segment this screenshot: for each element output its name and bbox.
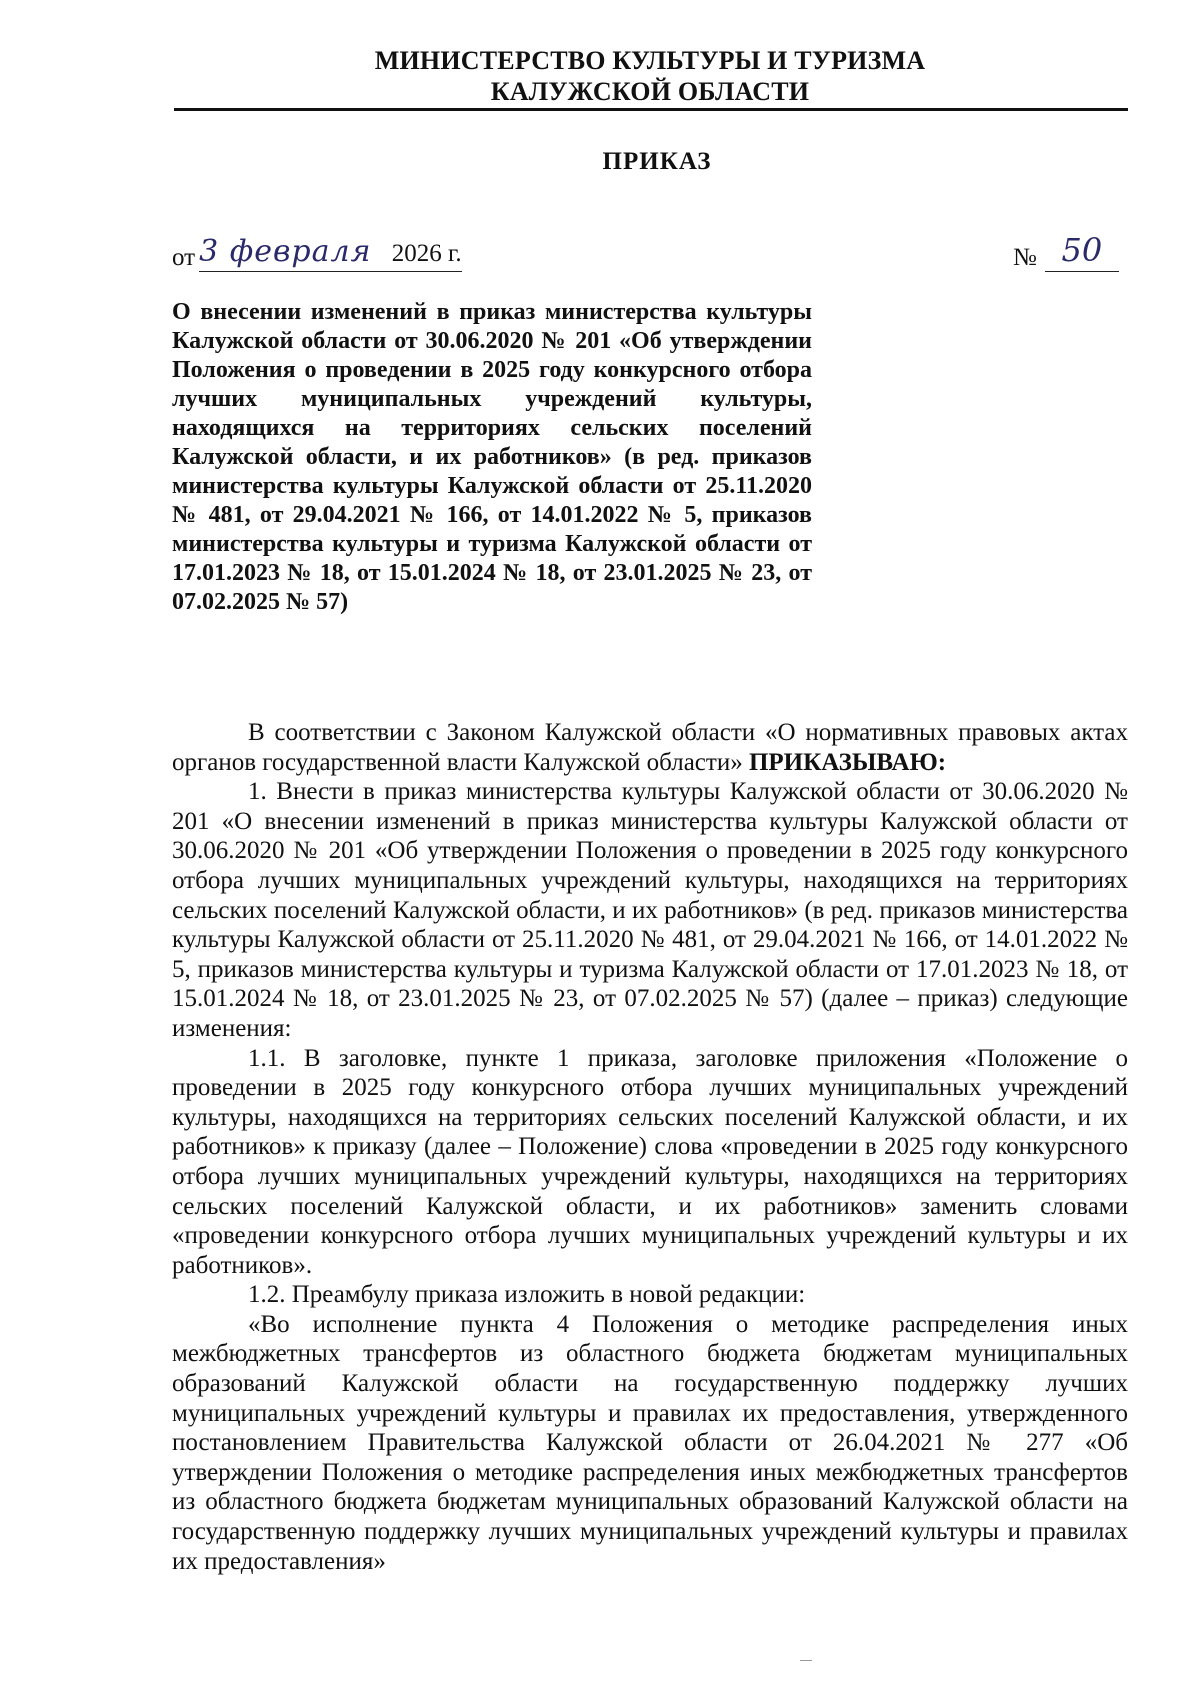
paragraph-1: 1. Внести в приказ министерства культуры Калужской области от 30.06.2020 № 201 «О внесении изменений в приказ министерства культуры Калужской области от 30.06.2020 № 201 «Об утверждении Положения о проведении в 2025 году конкурсного отбора лучших муниципальных учреждений культуры, находящихся на территориях сельских поселений Калужской области, и их работников» (в ред. приказов министерства культуры Калужской области от 25.11.2020 № 481, от 29.04.2021 № 166, от 14.01.2022 № 5, приказов министерства культуры и туризма Калужской области от 17.01.2023 № 18, от 15.01.2024 № 18, от 23.01.2025 № 23, от 07.02.2025 № 57) (далее – приказ) следующие изменения:: [172, 778, 1128, 1042]
order-date: [172, 236, 462, 272]
handwritten-number: 50: [1061, 231, 1103, 269]
ministry-name-line2: КАЛУЖСКОЙ ОБЛАСТИ: [490, 77, 810, 106]
scan-speck: [800, 1660, 812, 1661]
ministry-name-line1: МИНИСТЕРСТВО КУЛЬТУРЫ И ТУРИЗМА: [374, 46, 926, 75]
paragraph-1-2: 1.2. Преамбулу приказа изложить в новой редакции:: [248, 1281, 806, 1309]
preamble-paragraph: [172, 718, 1128, 777]
preamble-text: В соответствии с Законом Калужской области «О нормативных правовых актах органов государственной власти Калужской области»: [172, 719, 1128, 776]
header-divider: [174, 108, 1128, 111]
number-field: [1045, 231, 1119, 272]
date-year: 2026 г.: [391, 240, 462, 267]
date-prefix: от: [172, 244, 196, 271]
quoted-preamble: «Во исполнение пункта 4 Положения о методике распределения иных межбюджетных трансфертов из областного бюджета бюджетам муниципальных образований Калужской области на государственную поддержку лучших муниципальных учреждений культуры и правилах их предоставления, утвержденного постановлением Правительства Калужской области от 26.04.2021 № 277 «Об утверждении Положения о методике распределения иных межбюджетных трансфертов из областного бюджета бюджетам муниципальных образований Калужской области на государственную поддержку лучших муниципальных учреждений культуры и правилах их предоставления»: [172, 1310, 1128, 1575]
order-keyword: ПРИКАЗЫВАЮ:: [748, 748, 947, 776]
handwritten-date: 3 февраля: [199, 234, 372, 269]
number-prefix: №: [1013, 244, 1037, 271]
date-field: [199, 234, 462, 272]
ministry-header: [0, 45, 1200, 107]
document-type: ПРИКАЗ: [602, 148, 712, 175]
order-title: О внесении изменений в приказ министерства культуры Калужской области от 30.06.2020 № 201 «Об утверждении Положения о проведении в 2025 году конкурсного отбора лучших муниципальных учреждений культуры, находящихся на территориях сельских поселений Калужской области, и их работников» (в ред. приказов министерства культуры Калужской области от 25.11.2020 № 481, от 29.04.2021 № 166, от 14.01.2022 № 5, приказов министерства культуры и туризма Калужской области от 17.01.2023 № 18, от 15.01.2024 № 18, от 23.01.2025 № 23, от 07.02.2025 № 57): [172, 299, 812, 615]
document-body: [172, 718, 1128, 1576]
order-number: [1013, 231, 1119, 272]
paragraph-1-1: 1.1. В заголовке, пункте 1 приказа, заголовке приложения «Положение о проведении в 2025 году конкурсного отбора лучших муниципальных учреждений культуры, находящихся на территориях сельских поселений Калужской области, и их работников» к приказу (далее – Положение) слова «проведении в 2025 году конкурсного отбора лучших муниципальных учреждений культуры, находящихся на территориях сельских поселений Калужской области, и их работников» заменить словами «проведении конкурсного отбора лучших муниципальных учреждений культуры и их работников».: [172, 1044, 1128, 1279]
